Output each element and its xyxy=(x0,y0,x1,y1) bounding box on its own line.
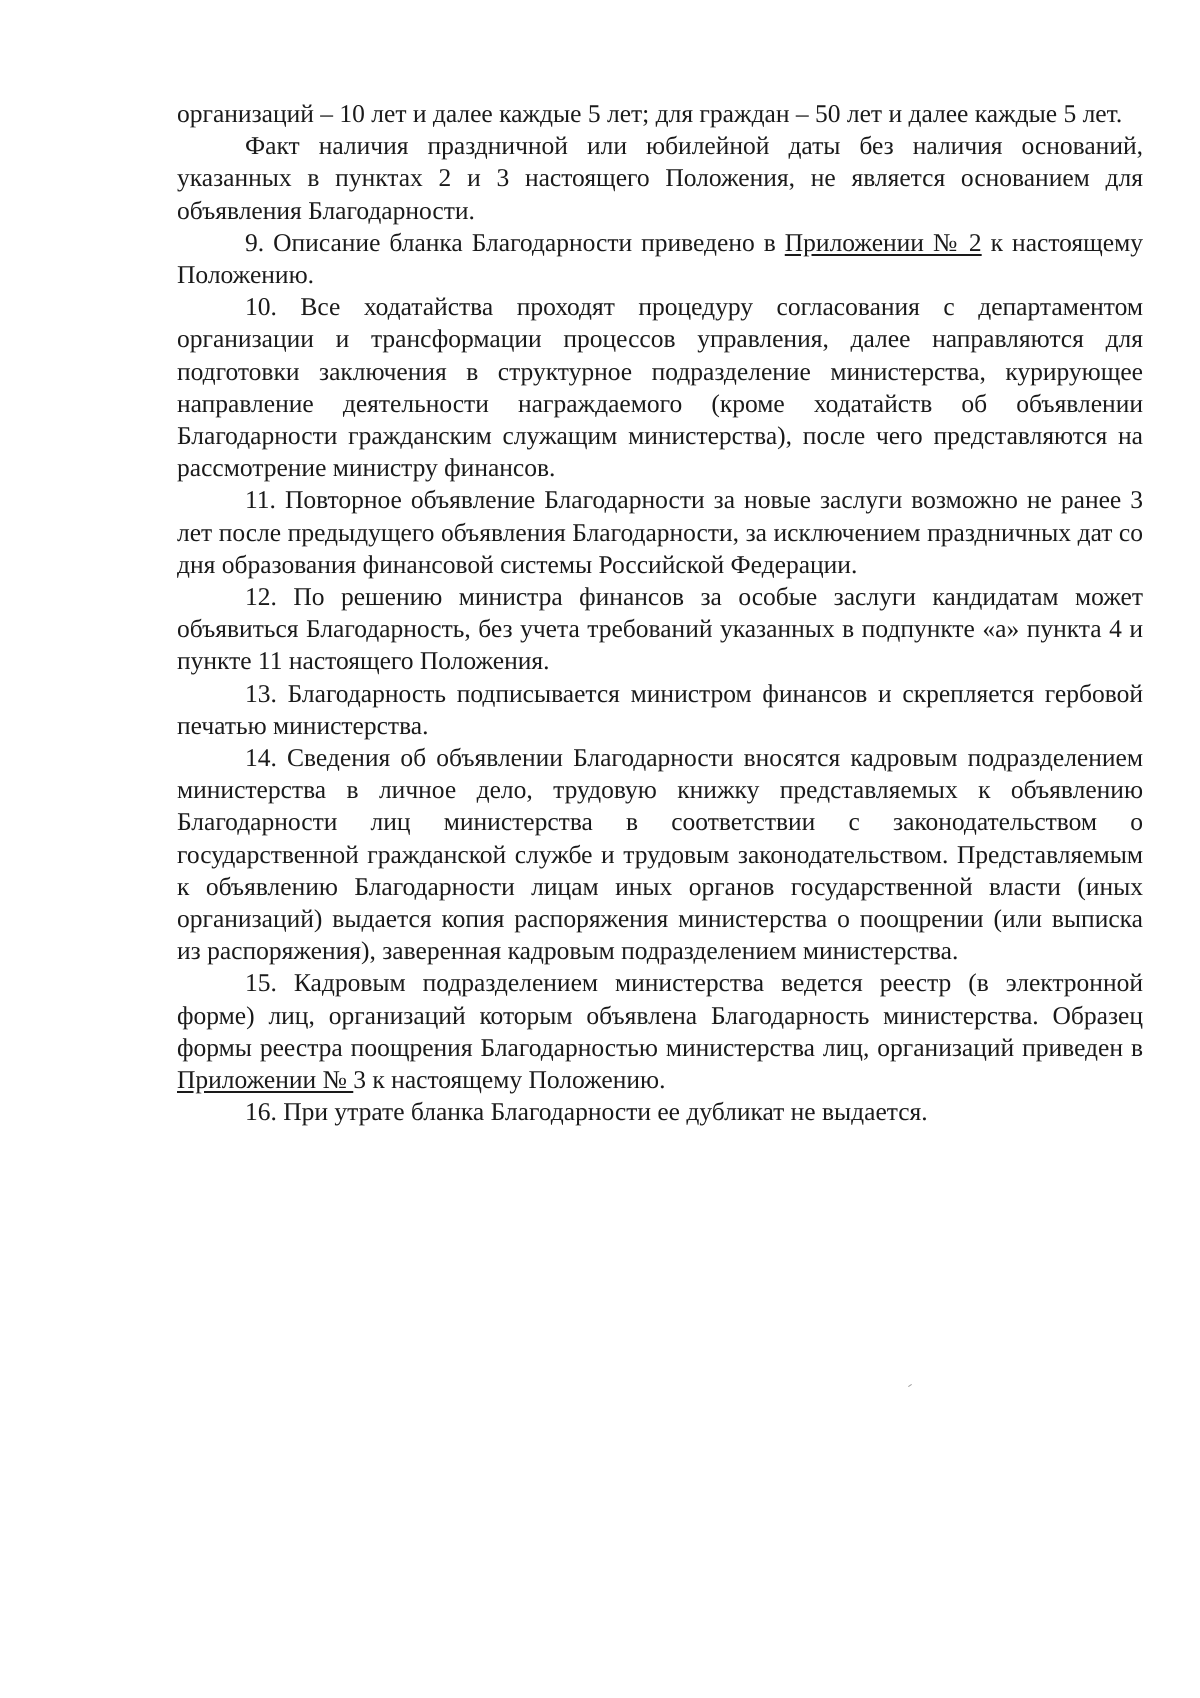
paragraph-15-text: 15. Кадровым подразделением министерства ведется реестр (в электронной форме) лиц, организаций которым объявлена Благодарность министерства. Образец формы реестра поощрения Благодарностью министерства лиц, организаций приведен в xyxy=(177,968,1143,1062)
paragraph-9-text: 9. Описание бланка Благодарности приведено в xyxy=(245,227,785,257)
paragraph-holiday-fact: Факт наличия праздничной или юбилейной даты без наличия оснований, указанных в пунктах 2 и 3 настоящего Положения, не является основанием для объявления Благодарности. xyxy=(177,131,1143,225)
paragraph-9 xyxy=(177,227,1143,291)
document-page xyxy=(177,98,1143,1129)
paragraph-15 xyxy=(177,967,1143,1096)
paragraph-10: 10. Все ходатайства проходят процедуру согласования с департаментом организации и трансформации процессов управления, далее направляются для подготовки заключения в структурное подразделение министерства, курирующее направление деятельности награждаемого (кроме ходатайств об объявлении Благодарности гражданским служащим министерства), после чего представляются на рассмотрение министру финансов. xyxy=(177,292,1143,483)
paragraph-11: 11. Повторное объявление Благодарности за новые заслуги возможно не ранее 3 лет после предыдущего объявления Благодарности, за исключением праздничных дат со дня образования финансовой системы Российской Федерации. xyxy=(177,485,1143,579)
paragraph-15-tail: 3 к настоящему Положению. xyxy=(353,1065,666,1095)
scan-speck xyxy=(908,1384,912,1387)
paragraph-14: 14. Сведения об объявлении Благодарности вносятся кадровым подразделением министерства в личное дело, трудовую книжку представляемых к объявлению Благодарности лиц министерства в соответствии с законодательством о государственной гражданской службе и трудовым законодательством. Представляемым к объявлению Благодарности лицам иных органов государственной власти (иных организаций) выдается копия распоряжения министерства о поощрении (или выписка из распоряжения), заверенная кадровым подразделением министерства. xyxy=(177,743,1143,966)
paragraph-13: 13. Благодарность подписывается министром финансов и скрепляется гербовой печатью министерства. xyxy=(177,678,1143,740)
paragraph-continuation: организаций – 10 лет и далее каждые 5 лет; для граждан – 50 лет и далее каждые 5 лет. xyxy=(177,99,1123,128)
paragraph-16: 16. При утрате бланка Благодарности ее дубликат не выдается. xyxy=(245,1097,928,1127)
paragraph-12: 12. По решению министра финансов за особые заслуги кандидатам может объявиться Благодарность, без учета требований указанных в подпункте «а» пункта 4 и пункте 11 настоящего Положения. xyxy=(177,582,1143,676)
appendix-3-link[interactable]: Приложении № xyxy=(177,1065,354,1095)
paragraph-9-tail: к настоящему Положению. xyxy=(177,227,1143,290)
appendix-2-link[interactable]: Приложении № 2 xyxy=(784,227,982,257)
